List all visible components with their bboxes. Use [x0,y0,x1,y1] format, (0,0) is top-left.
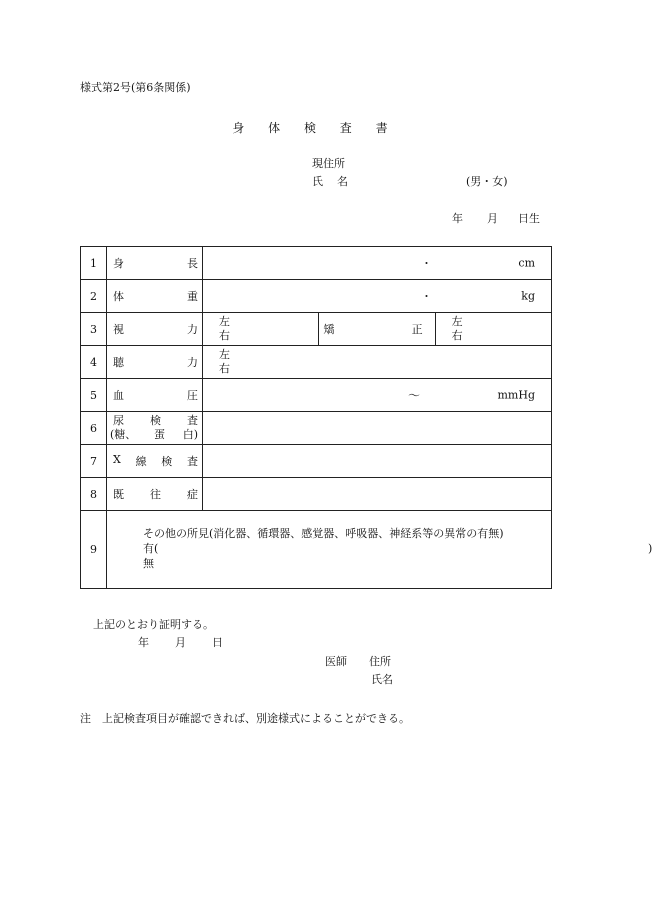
other-findings-label: その他の所見(消化器、循環器、感覚器、呼吸器、神経系等の異常の有無) [143,527,504,541]
form-number: 様式第2号(第6条関係) [80,81,191,94]
table-row [81,280,552,313]
medical-history-value-cell[interactable] [203,478,552,511]
birth-day-label: 日生 [518,212,540,225]
certification-statement: 上記のとおり証明する。 [93,618,214,631]
birth-date [452,212,540,225]
item-char: 圧 [187,389,198,402]
item-char: 正 [411,323,423,336]
examination-table [80,246,652,589]
table-row [81,511,552,589]
cert-day-label: 日 [212,636,223,649]
item-char: 症 [187,488,198,501]
item-char: 検 [150,413,161,427]
row-number: 9 [81,511,107,589]
item-blood-pressure [107,379,203,412]
item-char: 線 [135,455,147,468]
left-label: 左 [451,314,463,328]
item-medical-history [107,478,203,511]
birth-month-label: 月 [487,212,498,225]
row-number: 2 [81,280,107,313]
doctor-address [325,655,391,668]
item-char: 体 [113,290,124,303]
name-label-part: 氏 [312,175,323,188]
unit-cm: cm [518,256,535,270]
item-vision [107,313,203,346]
name-label [312,175,348,188]
item-char: 力 [187,323,198,336]
item-weight [107,280,203,313]
document-title: 身 体 検 査 書 [232,121,398,135]
item-char: 血 [113,389,124,402]
correction-label [319,313,435,346]
row-number: 6 [81,412,107,445]
hearing-value-cell[interactable] [203,346,552,379]
doctor-label: 医師 [325,655,347,668]
height-value-cell[interactable] [203,247,552,280]
weight-value-cell[interactable] [203,280,552,313]
item-char: (糖、 [110,428,137,441]
table-row [81,247,552,280]
blood-pressure-value-cell[interactable] [203,379,552,412]
findings-no: 無 [143,556,154,570]
footnote: 注 上記検査項目が確認できれば、別途様式によることができる。 [80,712,410,725]
unit-kg: kg [521,289,535,303]
item-char: 尿 [113,413,124,427]
table-row [81,313,552,346]
cert-year-label: 年 [138,636,149,649]
doctor-name-label: 氏名 [371,673,393,686]
urinalysis-value-cell[interactable] [203,412,552,445]
right-label: 右 [451,329,463,342]
item-char: 矯 [323,323,335,336]
table-row [81,346,552,379]
row-number: 3 [81,313,107,346]
cert-month-label: 月 [175,636,186,649]
item-xray [107,445,203,478]
doctor-address-label: 住所 [369,655,391,668]
certification-date [138,636,223,649]
item-char: 白) [182,428,198,441]
table-row [81,445,552,478]
other-findings-cell[interactable] [107,511,652,589]
row-number: 1 [81,247,107,280]
right-label: 右 [219,362,230,375]
table-row [81,379,552,412]
item-height [107,247,203,280]
row-number: 4 [81,346,107,379]
item-char: 重 [187,290,198,303]
decimal-point: ・ [421,290,432,303]
item-char: 蛋 [154,428,165,441]
item-char: 査 [187,413,198,427]
item-char: 検 [161,455,173,468]
row-number: 8 [81,478,107,511]
findings-yes-close: ) [648,542,652,556]
gender-choice: (男・女) [466,175,508,188]
table-row [81,478,552,511]
item-char: 力 [187,356,198,369]
decimal-point: ・ [421,257,432,270]
left-label: 左 [219,347,230,361]
table-row [81,412,552,445]
item-char: 身 [113,257,124,270]
findings-yes: 有( [143,542,159,556]
corrected-vision-cell[interactable] [435,313,551,346]
vision-value-cell[interactable] [203,313,319,346]
item-char: X [113,453,121,466]
unit-mmhg: mmHg [497,388,535,402]
item-char: 往 [150,488,161,501]
item-char: 聴 [113,356,124,369]
row-number: 5 [81,379,107,412]
item-char: 視 [113,323,124,336]
row-number: 7 [81,445,107,478]
item-char: 既 [113,488,124,501]
right-label: 右 [219,329,230,342]
range-tilde: 〜 [408,388,421,403]
birth-year-label: 年 [452,212,463,225]
item-urinalysis [107,412,203,445]
xray-value-cell[interactable] [203,445,552,478]
name-label-part: 名 [337,175,348,188]
address-label: 現住所 [312,157,345,170]
item-char: 長 [187,257,198,270]
item-hearing [107,346,203,379]
left-label: 左 [219,314,230,328]
item-char: 査 [187,455,198,468]
